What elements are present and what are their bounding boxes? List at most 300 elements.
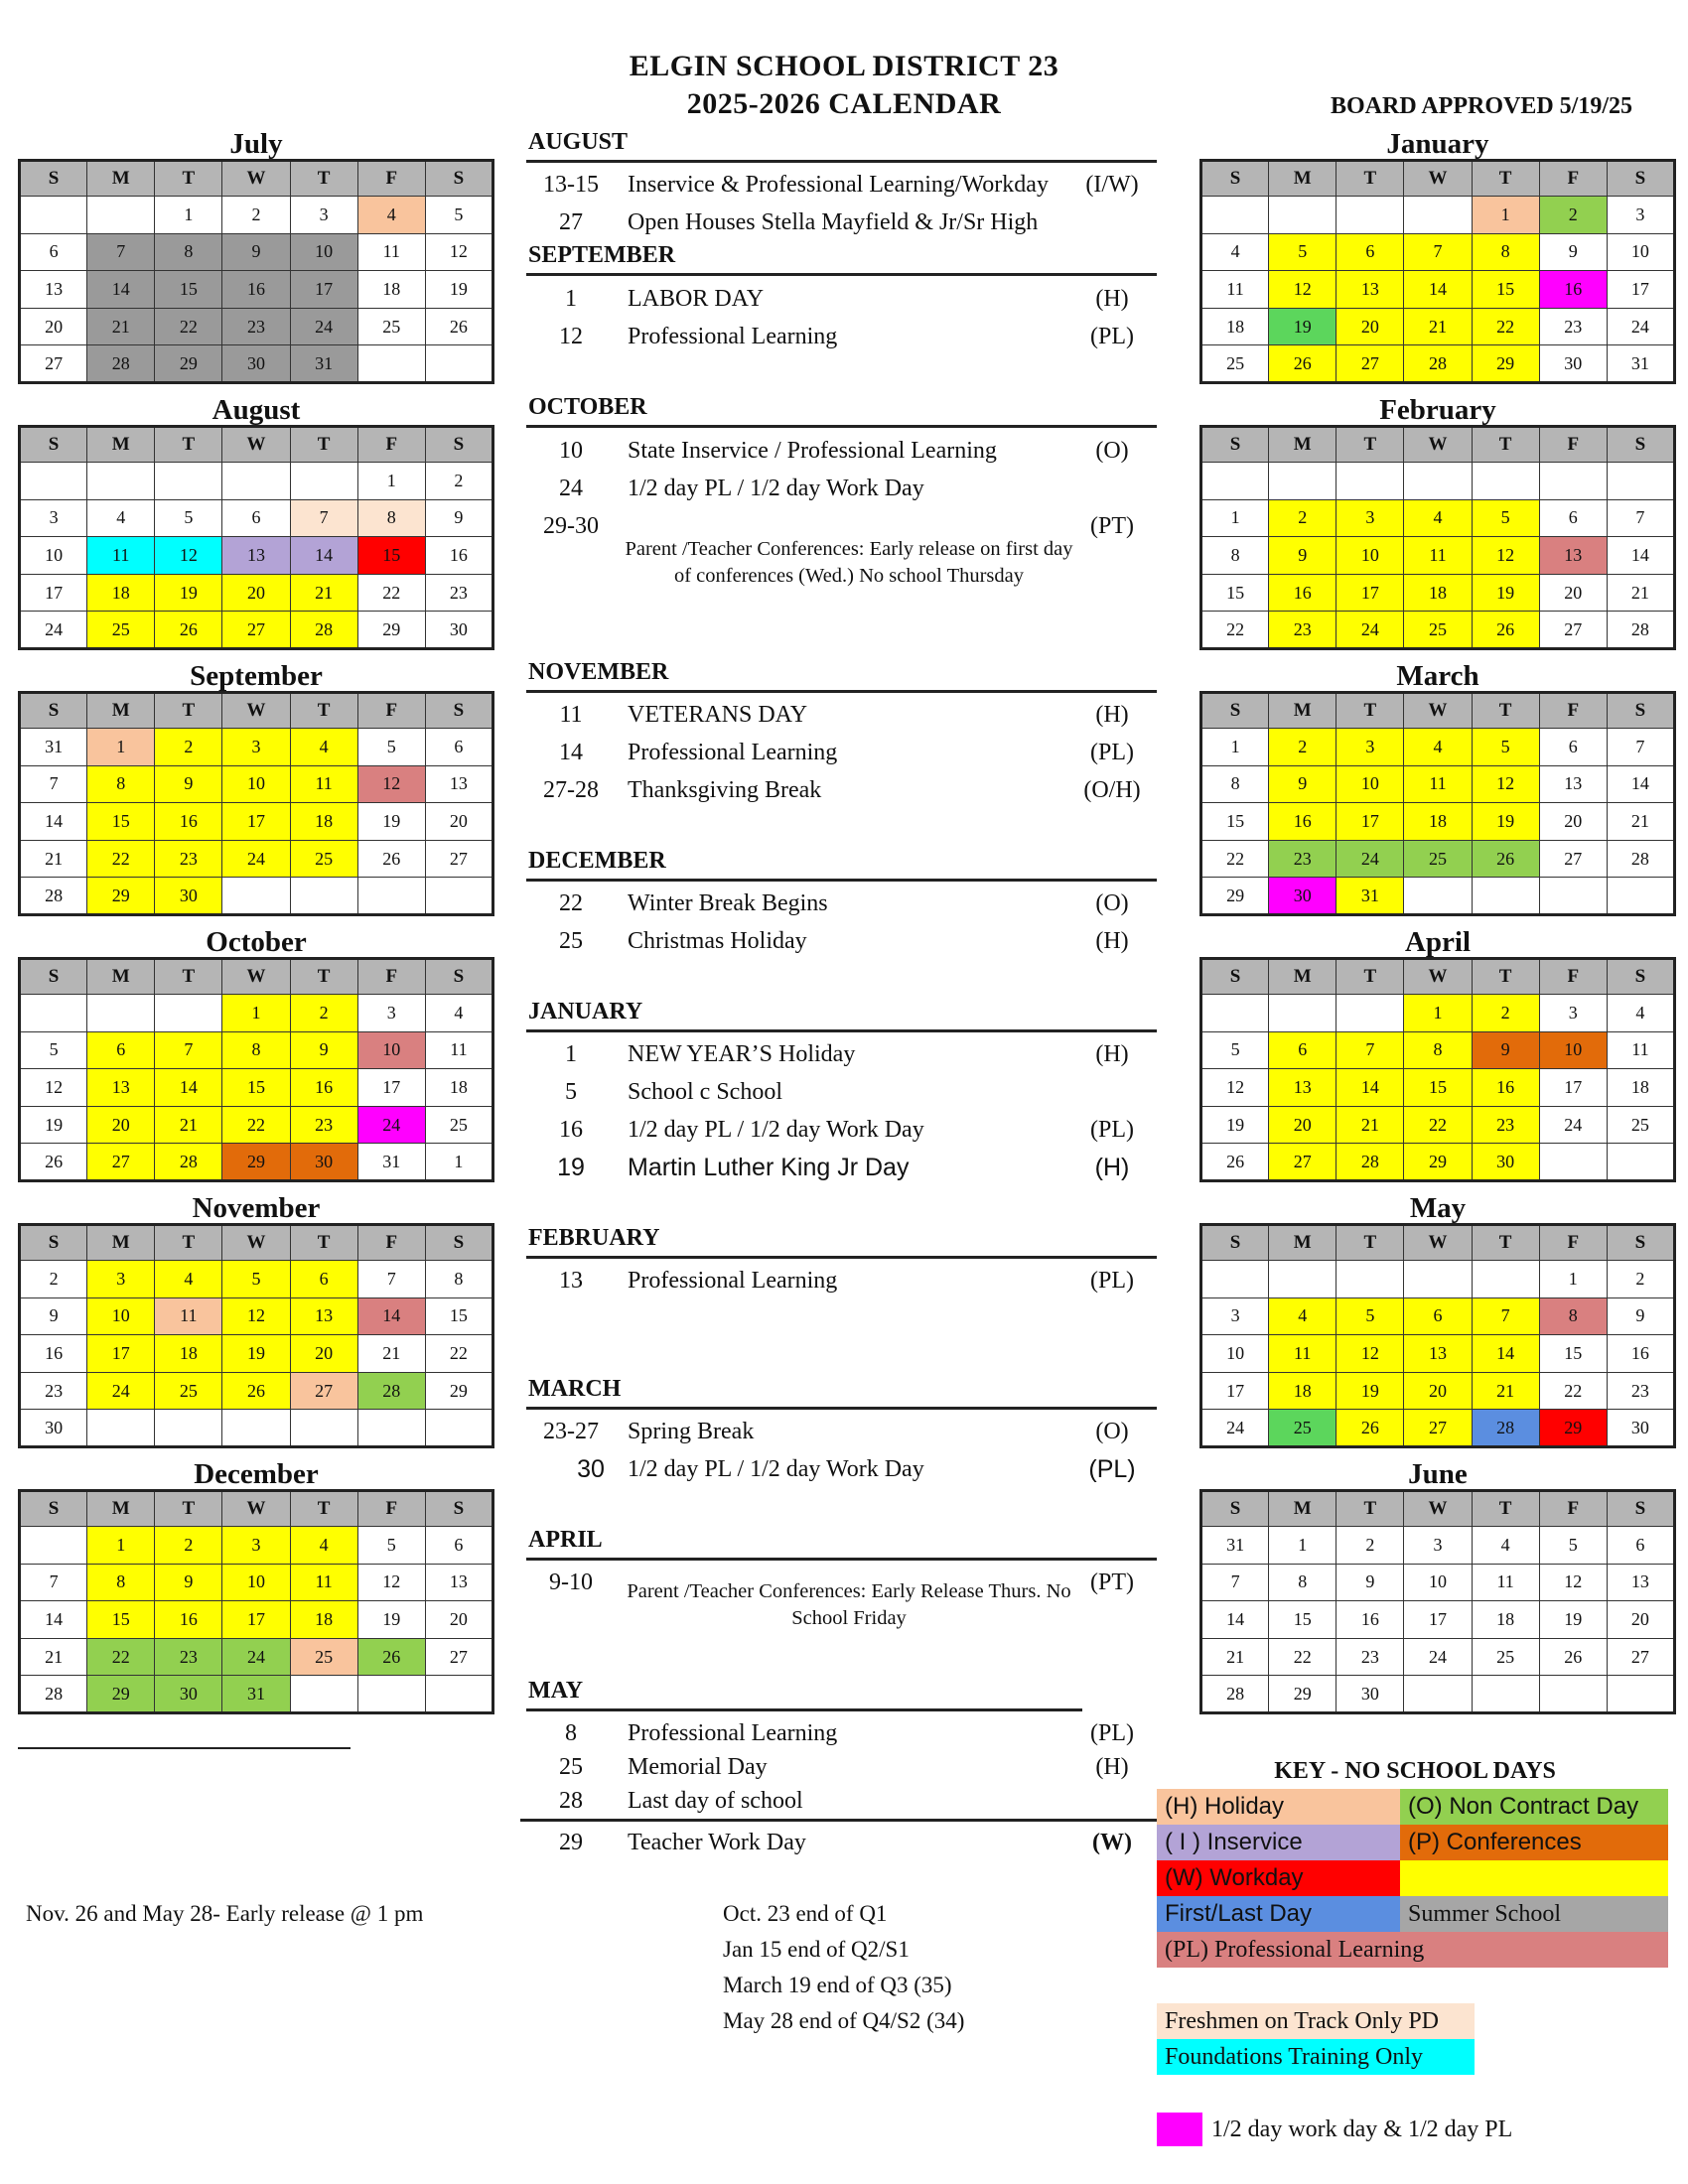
day-cell: 16 [1269,574,1336,612]
day-cell: 4 [425,995,492,1032]
day-cell: 14 [1607,765,1674,803]
day-header: W [1404,161,1472,197]
key-school-day [1400,1860,1668,1896]
day-cell: 8 [1539,1297,1607,1335]
day-header: T [290,693,357,729]
day-cell: 24 [290,308,357,345]
day-cell: 1 [357,463,425,500]
week-row [20,271,493,309]
day-header: W [1404,1491,1472,1527]
day-cell: 8 [155,233,222,271]
week-row [20,499,493,537]
key-summer-school: Summer School [1400,1896,1668,1932]
day-cell: 2 [290,995,357,1032]
day-cell: 30 [222,345,290,383]
october-conference-note: Parent /Teacher Conferences: Early release on first day of conferences (Wed.) No school Thursday [625,538,1073,587]
day-cell: 19 [1539,1601,1607,1639]
day-cell: 14 [20,803,87,841]
event-heading-april: APRIL [526,1525,1157,1561]
day-header: T [155,1225,222,1261]
day-cell: 14 [1336,1069,1404,1107]
day-cell: 24 [1607,308,1674,345]
day-cell: 3 [1201,1297,1269,1335]
day-cell [290,1410,357,1447]
day-cell: 10 [87,1297,155,1335]
day-cell: 29 [425,1372,492,1410]
day-cell: 13 [290,1297,357,1335]
month-grid [1199,1489,1676,1714]
day-cell: 11 [1607,1031,1674,1069]
day-cell: 11 [1404,765,1472,803]
day-cell: 12 [1472,537,1539,575]
day-cell: 7 [1607,499,1674,537]
day-cell: 4 [1404,499,1472,537]
day-header: T [1336,1491,1404,1527]
day-header: W [222,693,290,729]
month-name: June [1408,1458,1468,1490]
day-cell [1201,463,1269,500]
day-cell: 8 [87,765,155,803]
week-row [20,345,493,383]
day-cell: 22 [1404,1106,1472,1144]
week-row [1201,1261,1675,1298]
day-cell: 23 [290,1106,357,1144]
day-header: W [1404,959,1472,995]
day-cell: 17 [1336,574,1404,612]
week-row [1201,271,1675,309]
day-cell: 1 [1269,1527,1336,1565]
day-cell: 23 [20,1372,87,1410]
month-name: October [206,926,307,958]
day-cell: 9 [1472,1031,1539,1069]
day-cell: 28 [155,1144,222,1181]
week-row [20,463,493,500]
day-cell: 28 [1472,1410,1539,1447]
day-cell: 20 [20,308,87,345]
day-cell: 21 [357,1335,425,1373]
day-header: S [1201,161,1269,197]
day-cell: 19 [1269,308,1336,345]
day-cell: 7 [1336,1031,1404,1069]
month-february [1199,395,1676,650]
day-header: T [290,427,357,463]
day-cell: 22 [155,308,222,345]
day-cell: 20 [290,1335,357,1373]
day-cell: 18 [155,1335,222,1373]
day-cell: 15 [87,803,155,841]
day-cell: 27 [20,345,87,383]
day-header: W [1404,693,1472,729]
month-name: September [190,660,323,692]
event-item: 10 State Inservice / Professional Learning (O) [559,438,1129,464]
day-cell [20,1527,87,1565]
key-title: KEY - NO SCHOOL DAYS [1274,1758,1556,1784]
day-cell: 11 [87,537,155,575]
day-cell [1539,878,1607,915]
day-header: S [20,427,87,463]
day-cell [357,345,425,383]
day-cell: 20 [87,1106,155,1144]
day-cell: 20 [222,574,290,612]
week-row [20,765,493,803]
day-cell: 30 [425,612,492,649]
event-heading-october: OCTOBER [526,392,1157,428]
day-cell: 18 [1404,803,1472,841]
event-item: 23-27 Spring Break (O) [543,1419,1129,1444]
day-cell: 26 [1472,612,1539,649]
day-cell: 31 [222,1676,290,1713]
day-cell: 6 [290,1261,357,1298]
day-cell: 18 [1607,1069,1674,1107]
event-heading-november: NOVEMBER [526,657,1157,693]
day-cell [1336,463,1404,500]
quarter-end: May 28 end of Q4/S2 (34) [723,2008,965,2033]
day-cell: 17 [1539,1069,1607,1107]
event-item: 13 Professional Learning (PL) [559,1268,1134,1294]
day-header: F [1539,1225,1607,1261]
day-cell: 2 [1269,499,1336,537]
event-item: 1 LABOR DAY (H) [565,286,1129,312]
day-cell: 22 [357,574,425,612]
day-cell [20,197,87,234]
day-cell: 29 [87,1676,155,1713]
day-cell: 25 [155,1372,222,1410]
day-cell [87,463,155,500]
week-row [1201,1335,1675,1373]
day-cell: 6 [1539,499,1607,537]
day-header: M [87,427,155,463]
day-cell: 10 [222,765,290,803]
day-cell [425,1410,492,1447]
event-item: 19 Martin Luther King Jr Day (H) [557,1154,1130,1181]
week-row [20,1144,493,1181]
day-cell: 17 [357,1069,425,1107]
event-item: 8 Professional Learning (PL) [565,1720,1134,1746]
day-cell: 30 [155,1676,222,1713]
day-cell: 25 [290,840,357,878]
day-cell: 5 [357,1527,425,1565]
day-cell: 6 [1269,1031,1336,1069]
day-cell: 23 [222,308,290,345]
day-header: S [1607,1491,1674,1527]
day-cell: 17 [222,803,290,841]
day-cell: 13 [1269,1069,1336,1107]
day-cell: 2 [425,463,492,500]
week-row [20,1335,493,1373]
day-header: S [1607,161,1674,197]
day-header: F [357,693,425,729]
day-cell: 27 [1607,1638,1674,1676]
day-cell: 19 [357,1601,425,1639]
day-cell: 6 [87,1031,155,1069]
day-cell [357,878,425,915]
day-header: F [1539,161,1607,197]
key-conferences: (P) Conferences [1400,1825,1668,1860]
week-row [20,1261,493,1298]
day-header: T [155,161,222,197]
day-cell: 5 [1269,233,1336,271]
day-cell: 7 [87,233,155,271]
day-cell: 13 [1539,537,1607,575]
day-cell: 13 [1336,271,1404,309]
week-row [1201,765,1675,803]
day-cell: 6 [222,499,290,537]
day-cell: 28 [20,1676,87,1713]
day-header: M [1269,427,1336,463]
week-row [20,1601,493,1639]
day-cell: 21 [1201,1638,1269,1676]
day-cell: 26 [222,1372,290,1410]
day-cell [1607,463,1674,500]
day-cell: 3 [1336,729,1404,766]
day-cell [1539,1144,1607,1181]
day-cell: 4 [1404,729,1472,766]
day-cell: 31 [1336,878,1404,915]
day-cell [1269,463,1336,500]
day-cell [1201,995,1269,1032]
week-row [20,308,493,345]
week-row [20,537,493,575]
day-cell: 19 [1472,803,1539,841]
board-approved-label: BOARD APPROVED 5/19/25 [1331,93,1633,119]
day-cell: 1 [222,995,290,1032]
event-heading-december: DECEMBER [526,846,1157,882]
day-cell: 4 [155,1261,222,1298]
day-cell: 25 [290,1638,357,1676]
day-cell: 21 [290,574,357,612]
day-cell: 12 [357,1564,425,1601]
day-cell: 25 [1404,612,1472,649]
day-cell: 5 [1472,499,1539,537]
day-header: T [1336,161,1404,197]
day-cell: 23 [1539,308,1607,345]
day-cell: 26 [1539,1638,1607,1676]
day-cell: 25 [1269,1410,1336,1447]
week-row [1201,1601,1675,1639]
day-header: M [87,693,155,729]
day-cell: 12 [20,1069,87,1107]
week-row [20,1676,493,1713]
day-header: M [1269,693,1336,729]
day-cell: 29 [1404,1144,1472,1181]
month-july [18,129,494,384]
day-cell: 6 [20,233,87,271]
day-cell: 4 [290,729,357,766]
day-cell: 14 [1201,1601,1269,1639]
day-cell: 22 [1201,612,1269,649]
day-cell [1607,1144,1674,1181]
day-header: F [1539,1491,1607,1527]
day-cell: 8 [425,1261,492,1298]
day-cell: 30 [1607,1410,1674,1447]
day-header: W [222,161,290,197]
day-header: F [357,427,425,463]
week-row [20,878,493,915]
day-header: S [20,161,87,197]
month-grid [1199,1223,1676,1448]
day-cell: 24 [1336,612,1404,649]
day-cell: 27 [425,1638,492,1676]
day-cell: 20 [1539,574,1607,612]
day-cell: 12 [1539,1564,1607,1601]
day-cell: 24 [1201,1410,1269,1447]
week-row [20,1069,493,1107]
day-header: S [425,161,492,197]
month-march [1199,661,1676,916]
day-cell: 21 [20,840,87,878]
day-cell: 26 [357,1638,425,1676]
day-cell: 28 [290,612,357,649]
day-header: S [20,1491,87,1527]
key-half-day-label: 1/2 day work day & 1/2 day PL [1211,2116,1513,2142]
day-header: F [357,959,425,995]
day-cell: 24 [1404,1638,1472,1676]
day-header: T [290,1225,357,1261]
day-header: S [20,959,87,995]
day-cell: 24 [87,1372,155,1410]
day-cell: 9 [1539,233,1607,271]
day-header: M [87,959,155,995]
day-cell: 26 [1472,840,1539,878]
day-cell: 13 [425,765,492,803]
day-header: S [1201,959,1269,995]
day-cell: 30 [1539,345,1607,383]
month-name: July [229,128,283,160]
day-header: S [425,693,492,729]
day-cell: 21 [1607,574,1674,612]
day-cell: 11 [1201,271,1269,309]
day-cell: 1 [1201,729,1269,766]
day-header: M [1269,161,1336,197]
day-cell: 18 [87,574,155,612]
day-cell: 19 [1201,1106,1269,1144]
day-header: T [1472,1491,1539,1527]
month-name: April [1404,926,1472,958]
signature-line [18,1747,351,1749]
day-cell: 6 [425,1527,492,1565]
day-cell: 11 [425,1031,492,1069]
day-header: T [290,1491,357,1527]
week-row [1201,1527,1675,1565]
day-cell: 19 [425,271,492,309]
day-cell: 30 [1269,878,1336,915]
day-cell: 30 [20,1410,87,1447]
day-cell: 20 [1539,803,1607,841]
day-cell: 11 [1404,537,1472,575]
day-cell: 31 [1201,1527,1269,1565]
day-cell: 21 [1472,1372,1539,1410]
day-cell: 4 [87,499,155,537]
month-grid [18,1223,494,1448]
day-cell [1404,1261,1472,1298]
day-cell: 1 [1472,197,1539,234]
day-cell: 7 [357,1261,425,1298]
event-item: 30 1/2 day PL / 1/2 day Work Day (PL) [577,1455,1136,1483]
week-row [20,995,493,1032]
day-header: F [357,161,425,197]
day-cell: 2 [1472,995,1539,1032]
week-row [1201,995,1675,1032]
day-header: W [222,959,290,995]
key-inservice: ( I ) Inservice [1157,1825,1400,1860]
day-cell [357,1410,425,1447]
day-cell: 16 [20,1335,87,1373]
day-cell: 8 [222,1031,290,1069]
month-name: December [194,1458,319,1490]
month-august [18,395,494,650]
month-name: August [211,394,301,426]
day-cell: 14 [20,1601,87,1639]
day-cell: 12 [155,537,222,575]
day-cell: 3 [1607,197,1674,234]
week-row [20,1297,493,1335]
day-cell: 7 [1607,729,1674,766]
day-cell: 30 [1336,1676,1404,1713]
day-header: S [20,1225,87,1261]
day-header: T [1472,1225,1539,1261]
day-cell [222,463,290,500]
month-grid [1199,425,1676,650]
day-cell: 27 [1336,345,1404,383]
day-cell [87,197,155,234]
event-item: 9-10 (PT) [549,1570,1134,1595]
day-cell [87,995,155,1032]
day-cell: 10 [1201,1335,1269,1373]
month-name: May [1409,1192,1467,1224]
day-cell [1404,197,1472,234]
week-row [20,1564,493,1601]
day-header: S [1201,1225,1269,1261]
day-cell: 17 [290,271,357,309]
day-cell: 1 [1404,995,1472,1032]
day-cell [425,878,492,915]
month-grid [1199,957,1676,1182]
april-conference-note: Parent /Teacher Conferences: Early Release Thurs. No School Friday [627,1580,1071,1629]
week-row [1201,1676,1675,1713]
day-header: F [1539,959,1607,995]
day-cell: 17 [1404,1601,1472,1639]
day-cell: 14 [1472,1335,1539,1373]
day-cell: 23 [425,574,492,612]
day-cell: 15 [222,1069,290,1107]
day-cell: 17 [1201,1372,1269,1410]
key-holiday: (H) Holiday [1157,1789,1400,1825]
day-cell: 25 [1201,345,1269,383]
day-cell: 18 [1269,1372,1336,1410]
day-cell: 28 [1607,840,1674,878]
day-cell: 20 [1336,308,1404,345]
day-header: T [290,959,357,995]
day-cell: 31 [1607,345,1674,383]
day-cell: 14 [155,1069,222,1107]
day-cell: 12 [1336,1335,1404,1373]
day-cell: 24 [1336,840,1404,878]
day-cell: 19 [357,803,425,841]
day-cell: 3 [1539,995,1607,1032]
day-cell: 1 [87,1527,155,1565]
day-cell: 21 [155,1106,222,1144]
day-cell [425,1676,492,1713]
event-item: 27-28 Thanksgiving Break (O/H) [543,777,1141,803]
day-cell: 22 [222,1106,290,1144]
day-header: T [290,161,357,197]
day-cell: 18 [357,271,425,309]
district-title: ELGIN SCHOOL DISTRICT 23 [629,50,1059,82]
day-cell: 7 [1201,1564,1269,1601]
event-item: 25 Memorial Day (H) [559,1754,1129,1780]
event-item: 25 Christmas Holiday (H) [559,928,1129,954]
day-cell: 22 [1539,1372,1607,1410]
